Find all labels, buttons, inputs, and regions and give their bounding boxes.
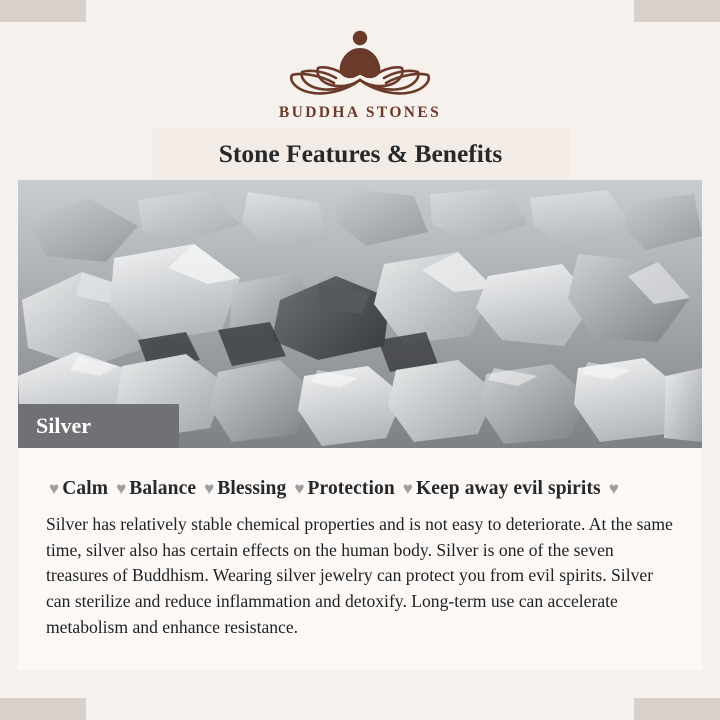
heart-icon-6: ♥ xyxy=(608,479,619,498)
keyword-blessing: Blessing xyxy=(217,478,287,499)
lotus-meditation-icon xyxy=(280,22,440,100)
hero-caption xyxy=(18,404,702,448)
section-title-band xyxy=(152,128,569,180)
corner-notch-bottom-left xyxy=(0,698,86,720)
page-title: Stone Features & Benefits xyxy=(218,139,503,168)
keyword-protection: Protection xyxy=(307,478,395,499)
heart-icon-3: ♥ xyxy=(204,479,215,498)
content-card xyxy=(18,448,702,670)
keyword-balance: Balance xyxy=(129,478,197,499)
keyword-keep-away-evil-spirits: Keep away evil spirits xyxy=(416,478,601,499)
brand-name: BUDDHA STONES xyxy=(278,104,442,121)
keyword-calm: Calm xyxy=(62,478,109,499)
keyword-list xyxy=(46,478,678,500)
description-text: Silver has relatively stable chemical properties and is not easy to deteriorate. At the same time, silver also has certain effects on the human body. Silver is one of the seven treasures of Buddhism. Wearing silver jewelry can protect you from evil spirits. Silver can sterilize and reduce inflammation and detoxify. Long-term use can accelerate metabolism and enhance resistance. xyxy=(46,514,673,637)
corner-notch-top-left xyxy=(0,0,86,22)
hero-caption-text: Silver xyxy=(36,413,91,438)
corner-notch-bottom-right xyxy=(634,698,720,720)
heart-icon-5: ♥ xyxy=(402,479,413,498)
heart-icon-2: ♥ xyxy=(116,479,127,498)
heart-icon-1: ♥ xyxy=(49,479,60,498)
heart-icon-4: ♥ xyxy=(294,479,305,498)
brand-logo xyxy=(0,22,720,122)
corner-notch-top-right xyxy=(634,0,720,22)
